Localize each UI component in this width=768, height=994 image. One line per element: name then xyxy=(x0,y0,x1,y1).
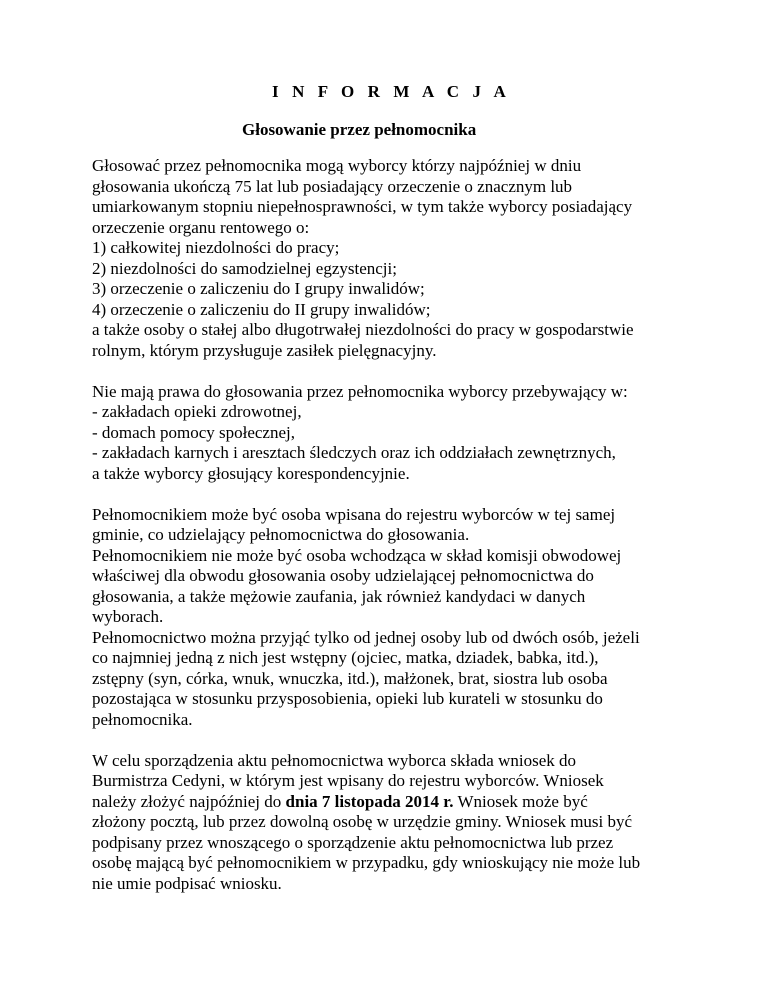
deadline-prefix: należy złożyć najpóźniej do xyxy=(92,791,286,811)
text-line: pełnomocnika. xyxy=(92,709,193,729)
text-line: umiarkowanym stopniu niepełnosprawności, w tym także wyborcy posiadający xyxy=(92,197,633,216)
text-line: Burmistrza Cedyni, w którym jest wpisany do rejestru wyborców. Wniosek xyxy=(92,771,604,790)
text-line: nie umie podpisać wniosku. xyxy=(92,873,282,893)
list-item: 1) całkowitej niezdolności do pracy; xyxy=(92,238,340,257)
paragraph-exclusions xyxy=(92,382,692,485)
list-item: 3) orzeczenie o zaliczeniu do I grupy inwalidów; xyxy=(92,279,425,298)
paragraph-spacer xyxy=(92,484,692,505)
document-title: I N F O R M A C J A xyxy=(272,82,511,101)
document-body xyxy=(92,156,692,894)
text-line: głosowania ukończą 75 lat lub posiadający orzeczenie o znacznym lub xyxy=(92,176,573,196)
paragraph-spacer xyxy=(92,361,692,382)
text-line: rolnym, którym przysługuje zasiłek pielęgnacyjny. xyxy=(92,340,437,360)
list-item: - zakładach opieki zdrowotnej, xyxy=(92,402,302,421)
document-subtitle: Głosowanie przez pełnomocnika xyxy=(242,120,477,139)
text-line: Pełnomocnictwo można przyjąć tylko od jednej osoby lub od dwóch osób, jeżeli xyxy=(92,627,640,647)
text-line: złożony pocztą, lub przez dowolną osobę w urzędzie gminy. Wniosek musi być xyxy=(92,812,633,831)
text-line: Pełnomocnikiem może być osoba wpisana do rejestru wyborców w tej samej xyxy=(92,504,616,524)
text-line: W celu sporządzenia aktu pełnomocnictwa wyborca składa wniosek do xyxy=(92,750,577,770)
list-item: - zakładach karnych i aresztach śledczych oraz ich oddziałach zewnętrznych, xyxy=(92,443,616,462)
text-line: właściwej dla obwodu głosowania osoby udzielającej pełnomocnictwa do xyxy=(92,566,594,585)
paragraph-proxy-rules xyxy=(92,505,692,731)
deadline-suffix: Wniosek może być xyxy=(453,791,588,811)
paragraph-eligibility xyxy=(92,156,692,361)
paragraph-spacer xyxy=(92,730,692,751)
text-line: orzeczenie organu rentowego o: xyxy=(92,217,310,237)
deadline-date: dnia 7 listopada 2014 r. xyxy=(285,791,454,811)
text-line: co najmniej jedną z nich jest wstępny (ojciec, matka, dziadek, babka, itd.), xyxy=(92,648,599,667)
text-line: Głosować przez pełnomocnika mogą wyborcy którzy najpóźniej w dniu xyxy=(92,156,582,175)
text-line: wyborach. xyxy=(92,607,164,626)
text-line: głosowania, a także mężowie zaufania, jak również kandydaci w danych xyxy=(92,586,586,606)
text-line: a także osoby o stałej albo długotrwałej niezdolności do pracy w gospodarstwie xyxy=(92,320,634,339)
list-item: - domach pomocy społecznej, xyxy=(92,422,295,442)
text-line: osobę mającą być pełnomocnikiem w przypadku, gdy wnioskujący nie może lub xyxy=(92,853,641,872)
text-line: Nie mają prawa do głosowania przez pełnomocnika wyborcy przebywający w: xyxy=(92,381,628,401)
text-line: Pełnomocnikiem nie może być osoba wchodząca w skład komisji obwodowej xyxy=(92,545,622,565)
text-line: pozostająca w stosunku przysposobienia, opieki lub kurateli w stosunku do xyxy=(92,689,603,708)
text-line: zstępny (syn, córka, wnuk, wnuczka, itd.), małżonek, brat, siostra lub osoba xyxy=(92,668,608,688)
paragraph-application xyxy=(92,751,692,895)
text-line: gminie, co udzielający pełnomocnictwa do głosowania. xyxy=(92,525,470,544)
text-line: podpisany przez wnoszącego o sporządzenie aktu pełnomocnictwa lub przez xyxy=(92,832,614,852)
list-item: 2) niezdolności do samodzielnej egzystencji; xyxy=(92,258,397,278)
text-line: a także wyborcy głosujący korespondencyjnie. xyxy=(92,463,410,483)
text-line-deadline xyxy=(92,792,692,813)
list-item: 4) orzeczenie o zaliczeniu do II grupy inwalidów; xyxy=(92,299,431,319)
